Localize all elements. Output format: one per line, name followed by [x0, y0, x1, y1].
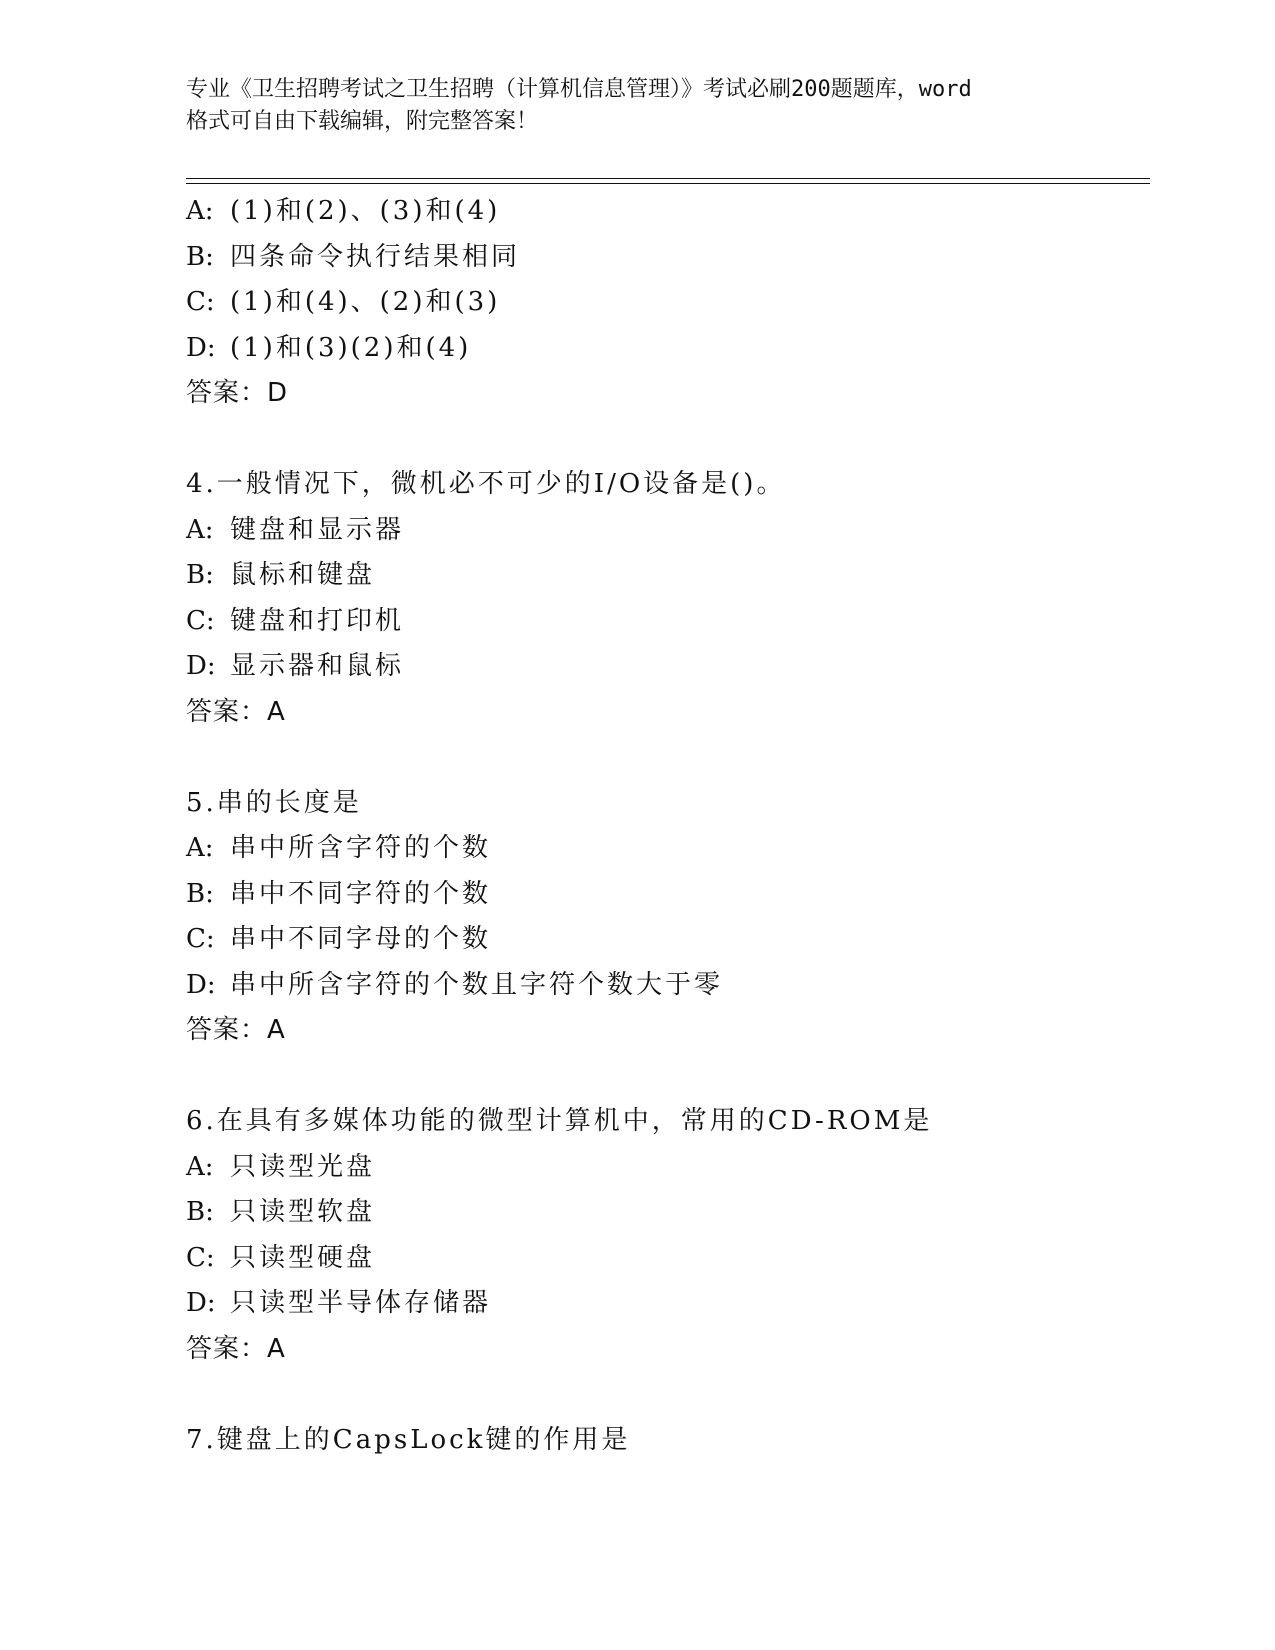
option-text: 只读型半导体存储器	[230, 1288, 492, 1318]
option-item	[186, 1281, 1150, 1327]
question-text: 5.串的长度是	[186, 787, 362, 818]
option-item	[186, 917, 1150, 963]
option-text: (1)和(4)、(2)和(3)	[230, 287, 501, 317]
option-item	[186, 508, 1150, 554]
header-title-line-1: 专业《卫生招聘考试之卫生招聘（计算机信息管理）》考试必刷200题题库，word	[186, 77, 972, 102]
option-letter: D:	[186, 651, 216, 681]
question-list	[186, 189, 1150, 1463]
option-letter: C:	[186, 287, 215, 317]
option-letter: C:	[186, 605, 215, 636]
option-text: 串中所含字符的个数	[230, 833, 492, 863]
option-item	[186, 599, 1150, 645]
header-divider-top	[186, 178, 1150, 179]
option-text: 串中不同字母的个数	[230, 924, 492, 954]
answer-text: 答案：D	[186, 378, 289, 408]
option-letter: B:	[186, 1197, 214, 1227]
question-block	[186, 1099, 1150, 1418]
question-block	[186, 189, 1150, 462]
block-spacer	[186, 417, 1150, 463]
block-spacer	[186, 1054, 1150, 1100]
answer-text: 答案：A	[186, 696, 286, 727]
option-item	[186, 644, 1150, 690]
option-letter: D:	[186, 969, 216, 1000]
option-text: 键盘和显示器	[230, 514, 405, 545]
option-text: 只读型硬盘	[230, 1242, 376, 1273]
option-letter: B:	[186, 560, 214, 590]
option-item	[186, 553, 1150, 599]
answer-text: 答案：A	[186, 1333, 286, 1364]
option-letter: A:	[186, 514, 214, 545]
option-letter: C:	[186, 924, 215, 954]
option-item	[186, 1190, 1150, 1236]
option-text: (1)和(2)、(3)和(4)	[230, 196, 501, 226]
header-title-line-2: 格式可自由下载编辑，附完整答案！	[186, 109, 539, 134]
question-text: 7.键盘上的CapsLock键的作用是	[186, 1424, 631, 1455]
question-block	[186, 462, 1150, 781]
option-text: 鼠标和键盘	[230, 560, 376, 590]
option-item	[186, 1145, 1150, 1191]
document-header	[186, 74, 1086, 138]
option-item	[186, 872, 1150, 918]
option-text: 串中不同字符的个数	[230, 878, 492, 909]
option-item	[186, 326, 1150, 372]
option-text: 串中所含字符的个数且字符个数大于零	[230, 969, 724, 1000]
option-item	[186, 826, 1150, 872]
option-letter: B:	[186, 878, 214, 909]
question-block	[186, 1418, 1150, 1464]
question-block	[186, 781, 1150, 1100]
option-item	[186, 235, 1150, 281]
option-text: 只读型光盘	[230, 1151, 376, 1182]
option-item	[186, 963, 1150, 1009]
answer-text: 答案：A	[186, 1015, 286, 1045]
block-spacer	[186, 735, 1150, 781]
question-text: 6.在具有多媒体功能的微型计算机中，常用的CD-ROM是	[186, 1106, 933, 1136]
option-text: (1)和(3)(2)和(4)	[230, 332, 472, 363]
option-letter: B:	[186, 241, 214, 272]
option-text: 键盘和打印机	[230, 605, 405, 636]
option-text: 四条命令执行结果相同	[230, 241, 521, 272]
question-text: 4.一般情况下，微机必不可少的I/O设备是()。	[186, 469, 786, 499]
header-divider-bottom	[186, 183, 1150, 184]
option-letter: A:	[186, 196, 214, 226]
option-letter: C:	[186, 1242, 215, 1273]
option-letter: D:	[186, 1288, 216, 1318]
block-spacer	[186, 1372, 1150, 1418]
option-letter: D:	[186, 332, 216, 363]
option-item	[186, 189, 1150, 235]
option-text: 只读型软盘	[230, 1197, 376, 1227]
option-item	[186, 280, 1150, 326]
option-letter: A:	[186, 833, 214, 863]
option-text: 显示器和鼠标	[230, 651, 405, 681]
option-letter: A:	[186, 1151, 214, 1182]
option-item	[186, 1236, 1150, 1282]
